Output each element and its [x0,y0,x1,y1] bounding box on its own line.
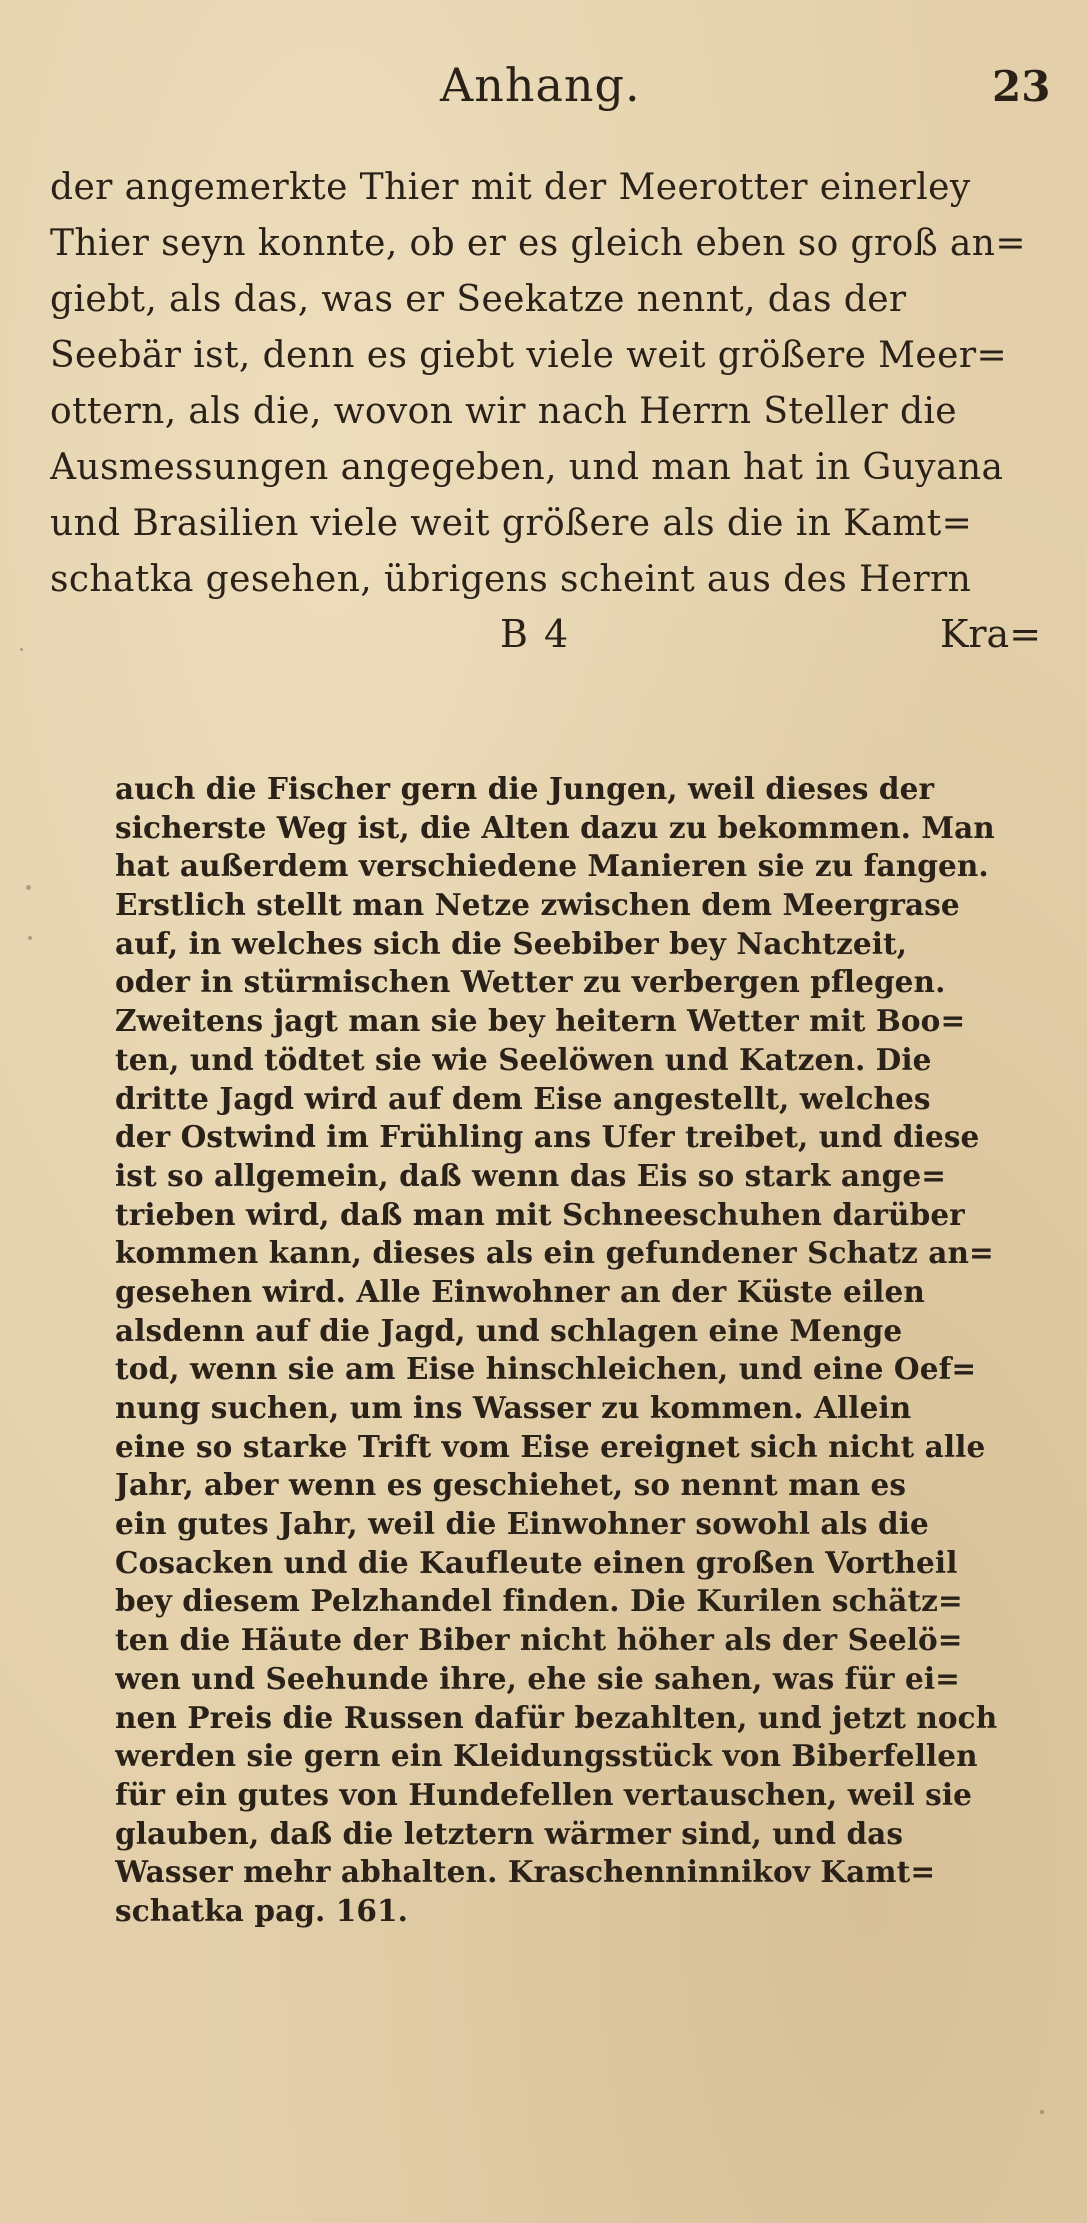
footnote-line: glauben, daß die letztern wärmer sind, und das [115,1815,904,1851]
footnote-line: nen Preis die Russen dafür bezahlten, und jetzt noch [115,1699,998,1735]
footnote-line: Wasser mehr abhalten. Kraschenninnikov Kamt= [115,1854,936,1890]
footnote-line: für ein gutes von Hundefellen vertauschen, weil sie [115,1776,972,1812]
footnote-line: werden sie gern ein Kleidungsstück von Biberfellen [115,1738,978,1774]
page-header [0,50,1087,120]
catchword: Kra= [940,612,1042,656]
text-line: Seebär ist, denn es giebt viele weit größere Meer= [50,335,1008,376]
footnote-line: oder in stürmischen Wetter zu verbergen pflegen. [115,964,946,1000]
main-text-block [50,160,1050,608]
running-head: Anhang. [440,58,641,112]
text-line: der angemerkte Thier mit der Meerotter einerley [50,167,971,208]
footnote-line: trieben wird, daß man mit Schneeschuhen darüber [115,1196,965,1232]
footnote-line: ein gutes Jahr, weil die Einwohner sowohl als die [115,1506,929,1542]
footnote-line: schatka pag. 161. [115,1892,409,1928]
footnote-line: ist so allgemein, daß wenn das Eis so stark ange= [115,1157,947,1193]
paper-speck [1040,2110,1044,2114]
footnote-line: Jahr, aber wenn es geschiehet, so nennt man es [115,1467,907,1503]
footnote-line: ten die Häute der Biber nicht höher als der Seelö= [115,1622,963,1658]
paper-speck [26,885,31,890]
footnote-line: dritte Jagd wird auf dem Eise angestellt, welches [115,1080,931,1116]
footnote-line: eine so starke Trift vom Eise ereignet sich nicht alle [115,1428,986,1464]
text-line: Ausmessungen angegeben, und man hat in Guyana [50,447,1004,488]
footnote-line: alsdenn auf die Jagd, und schlagen eine Menge [115,1312,903,1348]
page-number: 23 [992,62,1051,111]
footnote-line: tod, wenn sie am Eise hinschleichen, und eine Oef= [115,1351,977,1387]
footnote-line: auch die Fischer gern die Jungen, weil dieses der [115,771,935,806]
footnote-line: bey diesem Pelzhandel finden. Die Kurilen schätz= [115,1583,963,1619]
footnote-line: sicherste Weg ist, die Alten dazu zu bekommen. Man [115,809,995,845]
footnote-line: gesehen wird. Alle Einwohner an der Küste eilen [115,1273,925,1309]
text-line: schatka gesehen, übrigens scheint aus des Herrn [50,559,972,600]
signature-mark: B 4 [500,612,571,656]
text-line: ottern, als die, wovon wir nach Herrn Steller die [50,391,958,432]
footnote-line: Erstlich stellt man Netze zwischen dem Meergrase [115,887,960,923]
footnote-line: Zweitens jagt man sie bey heitern Wetter mit Boo= [115,1003,966,1039]
footnote-line: kommen kann, dieses als ein gefundener Schatz an= [115,1235,994,1271]
footnote-line: wen und Seehunde ihre, ehe sie sahen, was für ei= [115,1660,961,1696]
footnote-line: der Ostwind im Frühling ans Ufer treibet, und diese [115,1119,980,1155]
footnote-line: hat außerdem verschiedene Manieren sie zu fangen. [115,848,989,884]
footnote-line: auf, in welches sich die Seebiber bey Nachtzeit, [115,925,908,961]
footnote-line: ten, und tödtet sie wie Seelöwen und Katzen. Die [115,1041,932,1077]
footnote-block [115,770,1075,1931]
paper-speck [28,936,32,940]
text-line: und Brasilien viele weit größere als die in Kamt= [50,503,973,544]
footnote-line: nung suchen, um ins Wasser zu kommen. Allein [115,1390,912,1425]
footnote-line: Cosacken und die Kaufleute einen großen Vortheil [115,1544,958,1580]
text-line: giebt, als das, was er Seekatze nennt, das der [50,279,907,320]
text-line: Thier seyn konnte, ob er es gleich eben so groß an= [50,223,1026,264]
paper-speck [20,648,23,651]
